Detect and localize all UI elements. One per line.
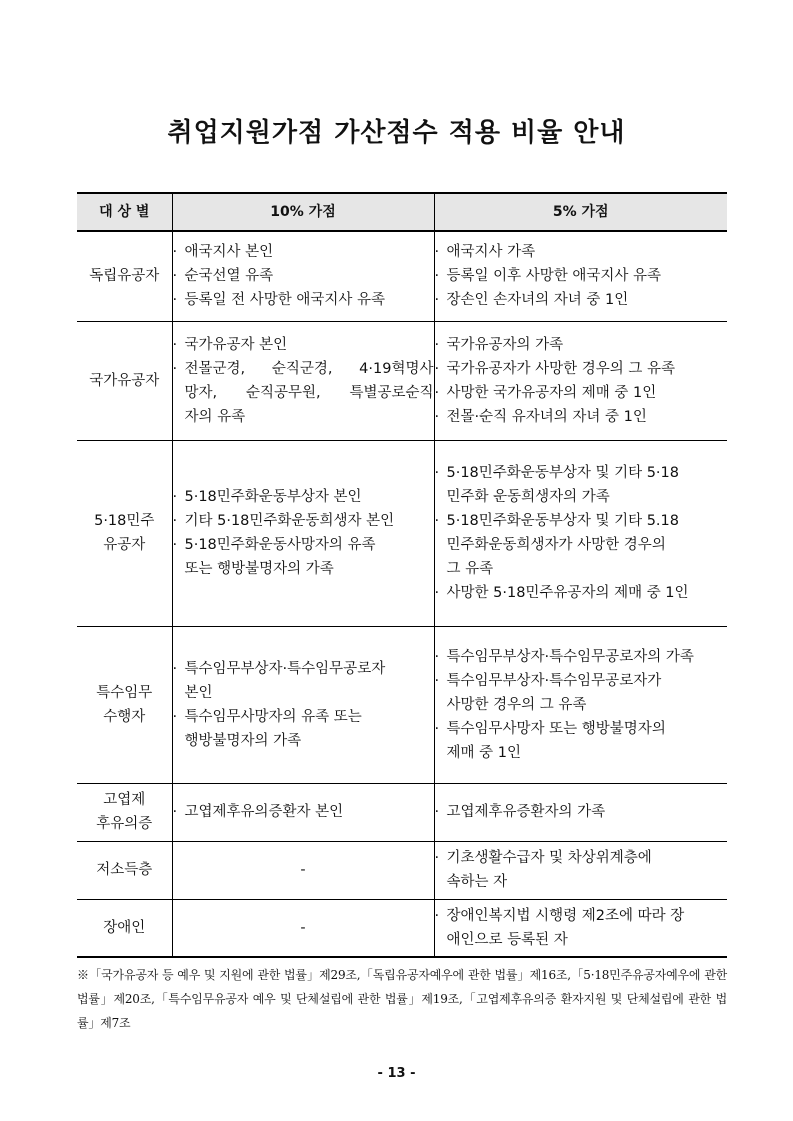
five-percent-cell: · 애국지사 가족 · 등록일 이후 사망한 애국지사 유족 · 장손인 손자녀의 자녀 중 1인 — [434, 231, 727, 321]
header-category: 대 상 별 — [77, 193, 172, 231]
five-percent-cell: · 장애인복지법 시행령 제2조에 따라 장 애인으로 등록된 자 — [434, 899, 727, 957]
ten-percent-cell: · 특수임무부상자·특수임무공로자 본인 · 특수임무사망자의 유족 또는 행방불명자의 가족 — [172, 626, 434, 783]
ten-percent-cell: · 고엽제후유의증환자 본인 — [172, 783, 434, 841]
category-cell: 독립유공자 — [77, 231, 172, 321]
table-row — [77, 841, 727, 899]
table-header-row — [77, 193, 727, 231]
category-cell: 국가유공자 — [77, 321, 172, 440]
category-cell: 특수임무 수행자 — [77, 626, 172, 783]
legal-footnote: ※「국가유공자 등 예우 및 지원에 관한 법률」제29조,「독립유공자예우에 관한 법률」제16조,「5·18민주유공자예우에 관한 법률」제20조,「특수임무유공자 예우 및 단체설립에 관한 법률」제19조,「고엽제후유의증 환자지원 및 단체설립에 관한 법률」제7조 — [77, 968, 727, 1030]
ten-percent-cell: · 5·18민주화운동부상자 본인 · 기타 5·18민주화운동희생자 본인 · 5·18민주화운동사망자의 유족 또는 행방불명자의 가족 — [172, 440, 434, 626]
category-cell: 장애인 — [77, 899, 172, 957]
table-row — [77, 321, 727, 440]
bonus-points-table — [77, 192, 727, 958]
ten-percent-cell: - — [172, 841, 434, 899]
category-cell: 고엽제 후유의증 — [77, 783, 172, 841]
five-percent-cell: · 기초생활수급자 및 차상위계층에 속하는 자 — [434, 841, 727, 899]
ten-percent-cell: - — [172, 899, 434, 957]
five-percent-cell: · 특수임무부상자·특수임무공로자의 가족 · 특수임무부상자·특수임무공로자가 사망한 경우의 그 유족 · 특수임무사망자 또는 행방불명자의 제매 중 1인 — [434, 626, 727, 783]
table-row — [77, 626, 727, 783]
table-row — [77, 899, 727, 957]
page-title: 취업지원가점 가산점수 적용 비율 안내 — [167, 118, 626, 148]
header-five-percent: 5% 가점 — [434, 193, 727, 231]
table-row — [77, 783, 727, 841]
five-percent-cell: · 5·18민주화운동부상자 및 기타 5·18 민주화 운동희생자의 가족 · 5·18민주화운동부상자 및 기타 5.18 민주화운동희생자가 사망한 경우의 그 유족 · 사망한 5·18민주유공자의 제매 중 1인 — [434, 440, 727, 626]
ten-percent-cell: · 애국지사 본인 · 순국선열 유족 · 등록일 전 사망한 애국지사 유족 — [172, 231, 434, 321]
ten-percent-cell: · 국가유공자 본인 · 전몰군경, 순직군경, 4·19혁명사 망자, 순직공무원, 특별공로순직 자의 유족 — [172, 321, 434, 440]
category-cell: 5·18민주 유공자 — [77, 440, 172, 626]
table-row — [77, 231, 727, 321]
header-ten-percent: 10% 가점 — [172, 193, 434, 231]
page-number: - 13 - — [377, 1066, 416, 1081]
five-percent-cell: · 고엽제후유증환자의 가족 — [434, 783, 727, 841]
table-row — [77, 440, 727, 626]
category-cell: 저소득층 — [77, 841, 172, 899]
five-percent-cell: · 국가유공자의 가족 · 국가유공자가 사망한 경우의 그 유족 · 사망한 국가유공자의 제매 중 1인 · 전몰·순직 유자녀의 자녀 중 1인 — [434, 321, 727, 440]
